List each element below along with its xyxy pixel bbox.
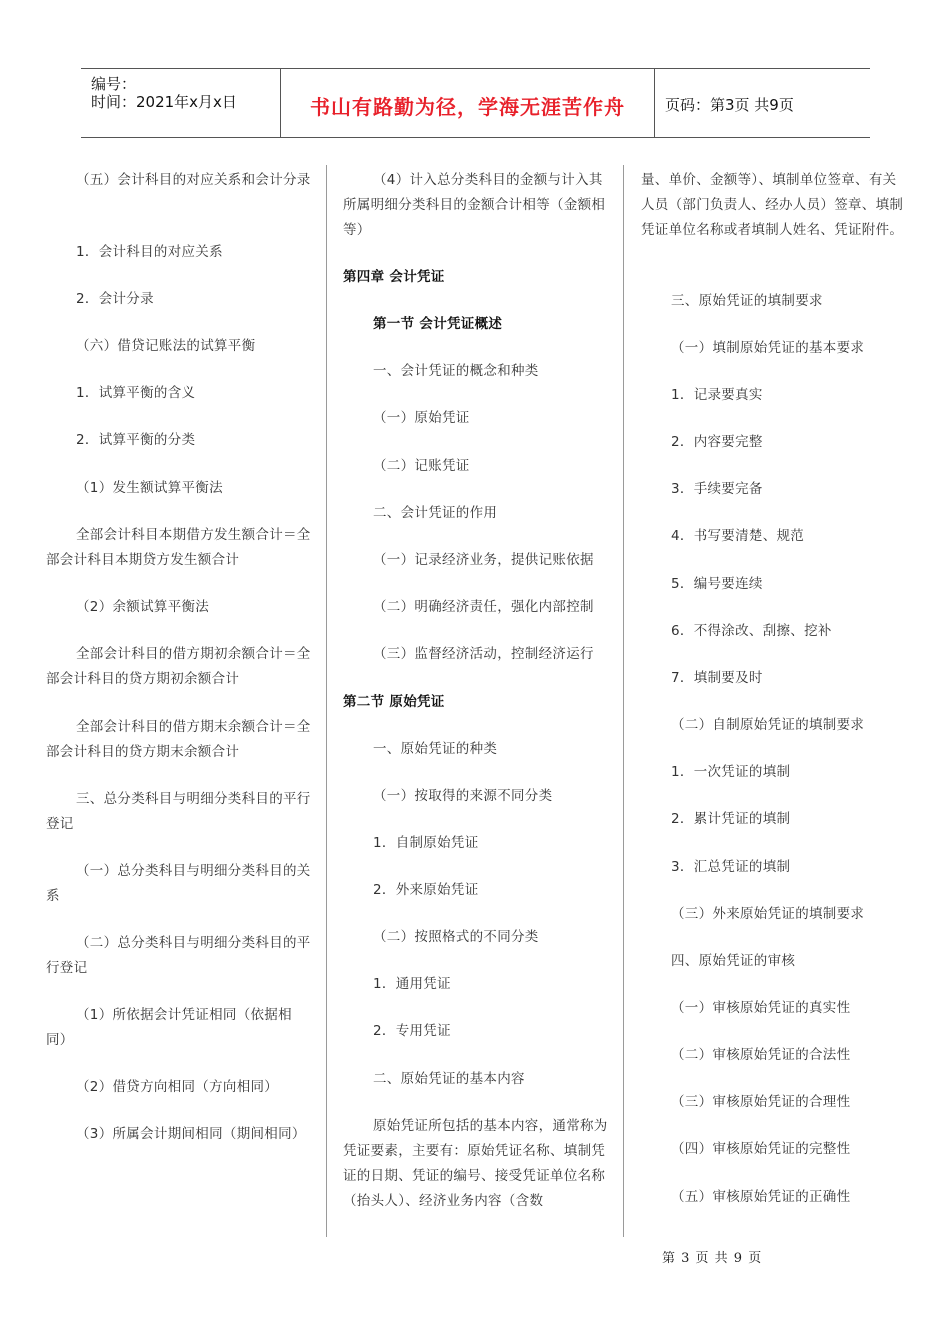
paragraph: 3．手续要完备 bbox=[671, 481, 763, 497]
section-heading: 第一节 会计凭证概述 bbox=[373, 316, 503, 332]
paragraph: （2）借贷方向相同（方向相同） bbox=[76, 1079, 279, 1095]
paragraph: 1．一次凭证的填制 bbox=[671, 764, 791, 780]
page-header bbox=[81, 68, 870, 138]
paragraph: （六）借贷记账法的试算平衡 bbox=[76, 338, 256, 354]
paragraph: （二）自制原始凭证的填制要求 bbox=[671, 717, 865, 733]
header-page-number: 页码：第3页 共9页 bbox=[665, 96, 794, 114]
paragraph: （四）审核原始凭证的完整性 bbox=[671, 1141, 851, 1157]
paragraph: 原始凭证所包括的基本内容，通常称为凭证要素，主要有：原始凭证名称、填制凭证的日期、凭证的编号、接受凭证单位名称（抬头人）、经济业务内容（含数 bbox=[343, 1118, 608, 1209]
paragraph: 三、总分类科目与明细分类科目的平行登记 bbox=[46, 791, 311, 832]
paragraph: 三、原始凭证的填制要求 bbox=[671, 293, 823, 309]
paragraph: 7．填制要及时 bbox=[671, 670, 763, 686]
paragraph: 一、原始凭证的种类 bbox=[373, 741, 498, 757]
paragraph: （五）审核原始凭证的正确性 bbox=[671, 1189, 851, 1205]
paragraph: （1）所依据会计凭证相同（依据相同） bbox=[46, 1007, 292, 1048]
paragraph: 2．试算平衡的分类 bbox=[76, 432, 196, 448]
document-number-label: 编号： bbox=[91, 75, 137, 93]
paragraph: 2．专用凭证 bbox=[373, 1023, 451, 1039]
paragraph: （二）按照格式的不同分类 bbox=[373, 929, 539, 945]
header-motto-cell bbox=[281, 69, 655, 137]
paragraph: 四、原始凭证的审核 bbox=[671, 953, 796, 969]
paragraph: 全部会计科目本期借方发生额合计＝全部会计科目本期贷方发生额合计 bbox=[46, 527, 311, 568]
column-divider-left bbox=[326, 165, 327, 1237]
paragraph: 二、原始凭证的基本内容 bbox=[373, 1071, 525, 1087]
header-page-cell bbox=[655, 69, 870, 137]
paragraph: 1．试算平衡的含义 bbox=[76, 385, 196, 401]
paragraph: 5．编号要连续 bbox=[671, 576, 763, 592]
paragraph: （三）监督经济活动，控制经济运行 bbox=[373, 646, 594, 662]
paragraph: （二）记账凭证 bbox=[373, 458, 470, 474]
paragraph: 4．书写要清楚、规范 bbox=[671, 528, 805, 544]
paragraph: 全部会计科目的借方期初余额合计＝全部会计科目的贷方期初余额合计 bbox=[46, 646, 311, 687]
header-meta-cell bbox=[81, 69, 281, 137]
paragraph: （一）填制原始凭证的基本要求 bbox=[671, 340, 865, 356]
paragraph: （二）明确经济责任，强化内部控制 bbox=[373, 599, 594, 615]
page-footer: 第 3 页 共 9 页 bbox=[662, 1251, 763, 1266]
paragraph: （一）按取得的来源不同分类 bbox=[373, 788, 553, 804]
paragraph: 1．通用凭证 bbox=[373, 976, 451, 992]
paragraph: 2．外来原始凭证 bbox=[373, 882, 479, 898]
paragraph: 6．不得涂改、刮擦、挖补 bbox=[671, 623, 832, 639]
paragraph: （一）总分类科目与明细分类科目的关系 bbox=[46, 863, 311, 904]
chapter-heading: 第四章 会计凭证 bbox=[343, 269, 445, 285]
paragraph: （1）发生额试算平衡法 bbox=[76, 480, 223, 496]
paragraph: 1．记录要真实 bbox=[671, 387, 763, 403]
document-time-label: 时间：2021年x月x日 bbox=[91, 93, 237, 111]
paragraph: 2．会计分录 bbox=[76, 291, 154, 307]
paragraph: （五）会计科目的对应关系和会计分录 bbox=[76, 172, 311, 188]
paragraph: （三）外来原始凭证的填制要求 bbox=[671, 906, 865, 922]
paragraph: （一）原始凭证 bbox=[373, 410, 470, 426]
column-divider-right bbox=[623, 165, 624, 1237]
paragraph: 量、单价、金额等）、填制单位签章、有关人员（部门负责人、经办人员）签章、填制凭证单位名称或者填制人姓名、凭证附件。 bbox=[641, 172, 904, 238]
paragraph: （3）所属会计期间相同（期间相同） bbox=[76, 1126, 306, 1142]
paragraph: （4）计入总分类科目的金额与计入其所属明细分类科目的金额合计相等（金额相等） bbox=[343, 172, 606, 238]
paragraph: （2）余额试算平衡法 bbox=[76, 599, 210, 615]
paragraph: （三）审核原始凭证的合理性 bbox=[671, 1094, 851, 1110]
paragraph: （二）总分类科目与明细分类科目的平行登记 bbox=[46, 935, 311, 976]
paragraph: 3．汇总凭证的填制 bbox=[671, 859, 791, 875]
paragraph: 二、会计凭证的作用 bbox=[373, 505, 498, 521]
paragraph: 2．内容要完整 bbox=[671, 434, 763, 450]
paragraph: 全部会计科目的借方期末余额合计＝全部会计科目的贷方期末余额合计 bbox=[46, 719, 311, 760]
paragraph: （二）审核原始凭证的合法性 bbox=[671, 1047, 851, 1063]
paragraph: （一）审核原始凭证的真实性 bbox=[671, 1000, 851, 1016]
paragraph: （一）记录经济业务，提供记账依据 bbox=[373, 552, 594, 568]
paragraph: 一、会计凭证的概念和种类 bbox=[373, 363, 539, 379]
paragraph: 1．自制原始凭证 bbox=[373, 835, 479, 851]
header-motto: 书山有路勤为径，学海无涯苦作舟 bbox=[310, 95, 625, 119]
paragraph: 2．累计凭证的填制 bbox=[671, 811, 791, 827]
paragraph: 1．会计科目的对应关系 bbox=[76, 244, 223, 260]
section-heading: 第二节 原始凭证 bbox=[343, 694, 445, 710]
